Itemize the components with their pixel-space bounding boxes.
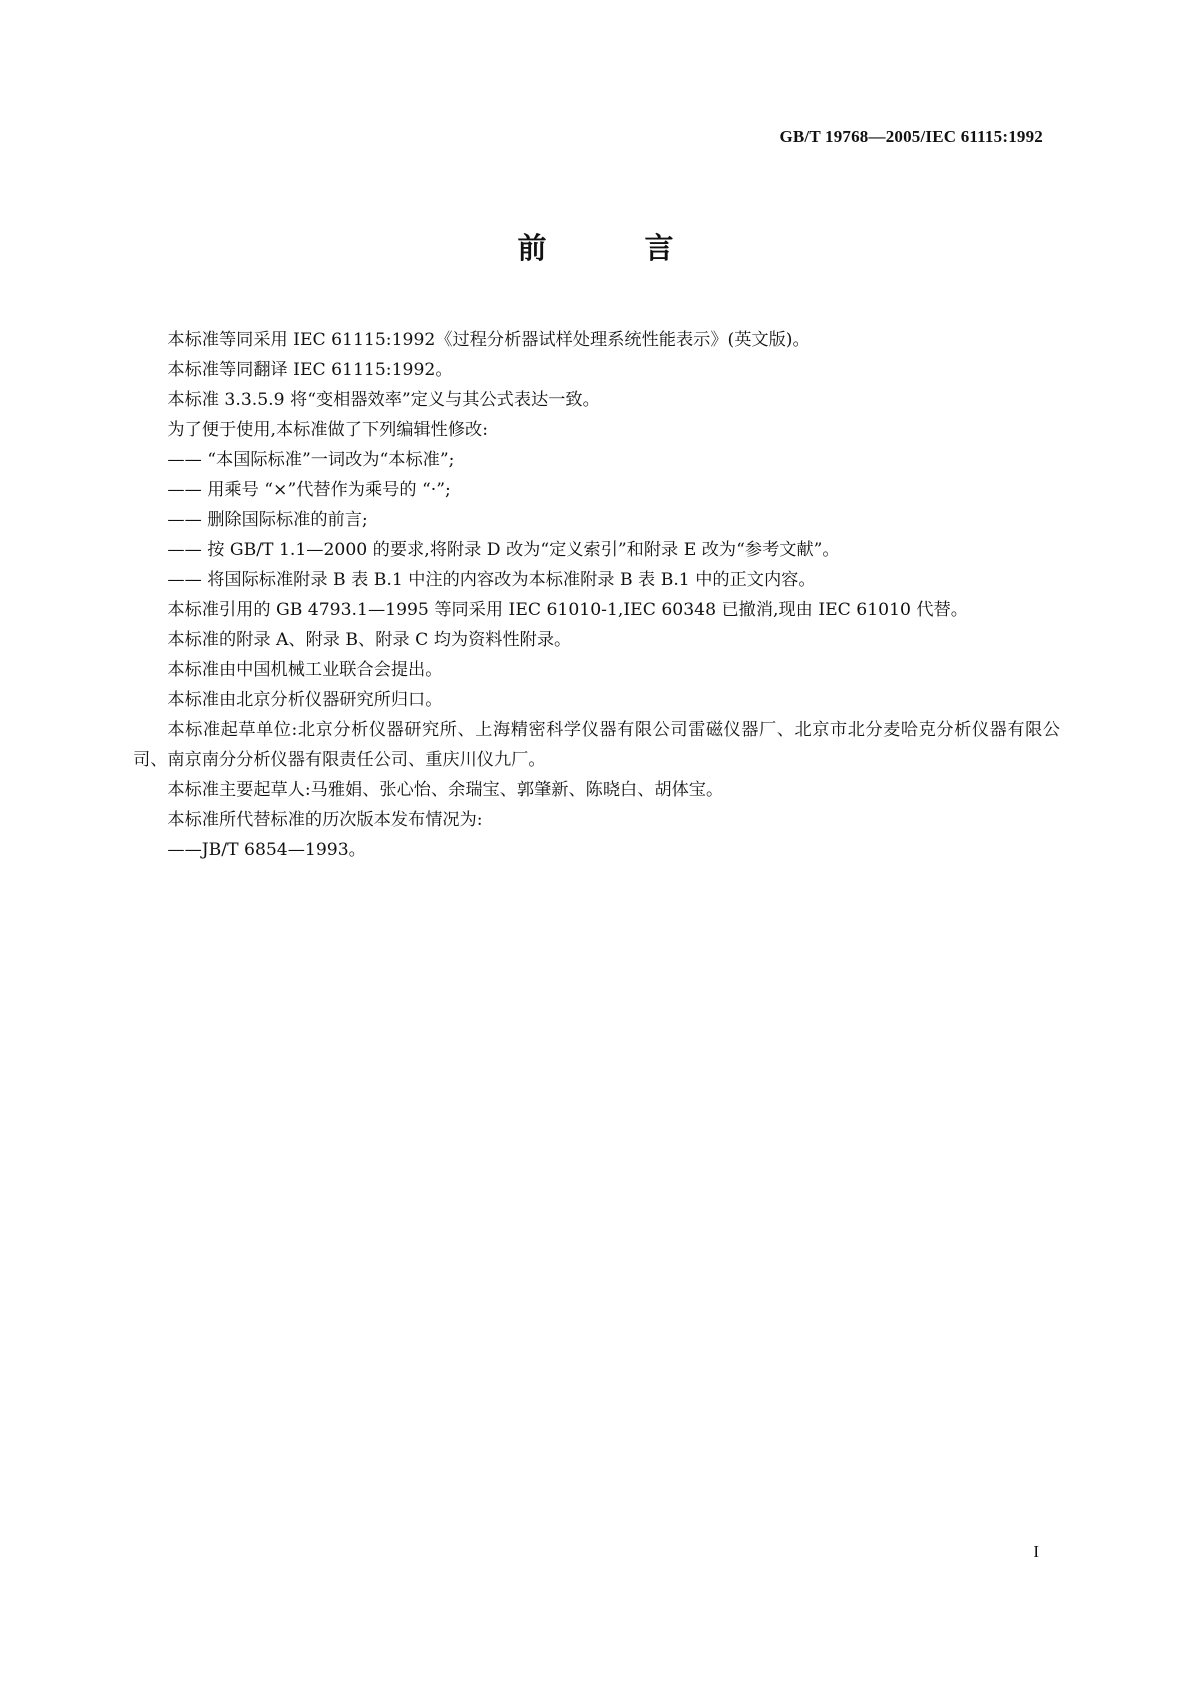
paragraph-proposer: 本标准由中国机械工业联合会提出。 [167, 660, 443, 680]
paragraph-history-intro: 本标准所代替标准的历次版本发布情况为: [167, 810, 483, 830]
edit-item-4: —— 按 GB/T 1.1—2000 的要求,将附录 D 改为“定义索引”和附录 E 改为“参考文献”。 [167, 540, 840, 560]
paragraph-definition: 本标准 3.3.5.9 将“变相器效率”定义与其公式表达一致。 [167, 390, 600, 410]
edit-item-5: —— 将国际标准附录 B 表 B.1 中注的内容改为本标准附录 B 表 B.1 中的正文内容。 [167, 570, 816, 590]
page-number: I [1033, 1542, 1039, 1561]
edit-item-3: —— 删除国际标准的前言; [167, 510, 368, 530]
paragraph-translation: 本标准等同翻译 IEC 61115:1992。 [167, 360, 453, 380]
paragraph-adoption: 本标准等同采用 IEC 61115:1992《过程分析器试样处理系统性能表示》(英文版)。 [167, 330, 810, 350]
history-item-1: ——JB/T 6854—1993。 [167, 840, 366, 860]
paragraph-drafters: 本标准主要起草人:马雅娟、张心怡、余瑞宝、郭肇新、陈晓白、胡体宝。 [167, 780, 724, 800]
paragraph-edits-intro: 为了便于使用,本标准做了下列编辑性修改: [167, 420, 489, 440]
edit-item-1: —— “本国际标准”一词改为“本标准”; [167, 450, 455, 470]
standard-code-header: GB/T 19768—2005/IEC 61115:1992 [779, 127, 1043, 146]
preface-body [133, 325, 1060, 865]
page-title: 前 言 [517, 231, 718, 265]
paragraph-responsible: 本标准由北京分析仪器研究所归口。 [167, 690, 443, 710]
edit-item-2: —— 用乘号 “×”代替作为乘号的 “·”; [167, 480, 451, 500]
paragraph-drafting-units: 本标准起草单位:北京分析仪器研究所、上海精密科学仪器有限公司雷磁仪器厂、北京市北分麦哈克分析仪器有限公司、南京南分分析仪器有限责任公司、重庆川仪九厂。 [133, 720, 1060, 770]
paragraph-annexes: 本标准的附录 A、附录 B、附录 C 均为资料性附录。 [167, 630, 572, 650]
paragraph-references: 本标准引用的 GB 4793.1—1995 等同采用 IEC 61010-1,IEC 60348 已撤消,现由 IEC 61010 代替。 [167, 600, 968, 620]
